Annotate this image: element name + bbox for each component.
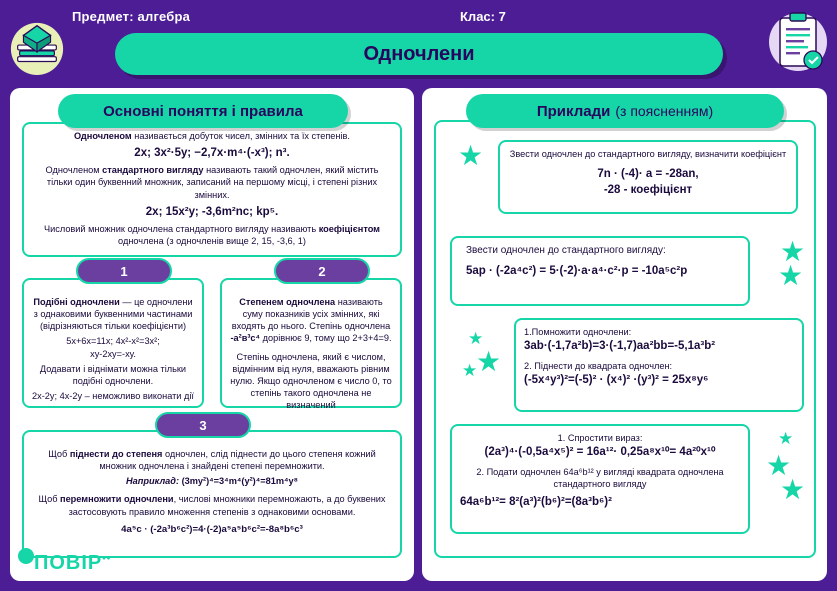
definition-box <box>22 122 402 257</box>
definition-line-1-rest: називається добуток чисел, змінних та їх степенів. <box>131 131 350 141</box>
like-terms-text-1: — це одночлени з однаковими буквенними частинами (відрізняються тільки коефіцієнти) <box>33 297 193 332</box>
definition-term-1: Одночленом <box>74 131 132 141</box>
power-line-1 <box>32 438 392 472</box>
degree-text-1: називають суму показників усіх змінних, які входять до нього. Степінь одночлена <box>231 297 391 332</box>
example-3-line-3: 2. Піднести до квадрата одночлен: <box>524 361 673 372</box>
star-icon: ★ <box>778 429 794 448</box>
power-line-2-c: , числові множники перемножають, а до буквених застосовують правило множення степенів з однаковими основами. <box>68 494 386 517</box>
definition-line-1 <box>32 130 392 142</box>
star-icon: ★ <box>778 260 804 291</box>
degree-box <box>220 278 402 411</box>
power-rules-box <box>22 430 402 558</box>
example-2-solution: 5ap · (-2a⁴c²) = 5·(-2)·a·a⁴·c²·p = -10a⁵c²p <box>466 265 688 278</box>
power-example <box>32 475 392 487</box>
degree-text-3: Степінь одночлена, який є числом, відмінним від нуля, вважають рівним нулю. Якщо одночленом є число 0, то степінь такого одночлена не визначений <box>230 351 392 411</box>
definition-line-2-a: Одночленом <box>45 165 100 176</box>
definition-formula-1: 2х; 3х²·5у; −2,7х·m⁴·(-х³); n³. <box>134 147 290 160</box>
power-line-1-a: Щоб <box>48 449 70 459</box>
definition-line-2-b: стандартного вигляду <box>99 165 204 176</box>
power-line-2-b: перемножити одночлени <box>60 494 174 505</box>
like-terms-examples-1: 5х+6х=11х; 4х²-х²=3х²; <box>66 336 160 347</box>
page-title-text: Одночлени <box>363 42 475 65</box>
example-4-line-4: 64a⁶b¹²= 8²(a³)²(b⁶)²=(8a³b⁶)² <box>460 495 612 508</box>
example-1-box <box>498 140 798 214</box>
degree-title: Степенем одночлена <box>239 297 336 307</box>
right-section-title-strong: Приклади <box>536 102 611 120</box>
page-title <box>115 33 723 75</box>
star-icon: ★ <box>780 236 806 267</box>
power-line-1-c: одночлен, слід піднести до цього степеня кожний множник одночлена і знайдені степені перемножити. <box>99 449 376 472</box>
like-terms-box <box>22 278 204 408</box>
example-1-solution-2: -28 - коефіцієнт <box>603 184 693 197</box>
degree-intro <box>230 286 392 345</box>
example-3-line-2: 3ab·(-1,7a²b)=3·(-1,7)aa²bb=-5,1a³b² <box>524 340 716 353</box>
degree-text-2: дорівнює 9, тому що 2+3+4=9. <box>260 333 392 344</box>
power-formula: 4а⁵с · (-2а³b⁶с²)=4·(-2)а⁵а⁵b⁶с²=-8а⁸b⁶с³ <box>121 523 303 535</box>
definition-line-3-b: коефіцієнтом <box>318 223 380 234</box>
example-4-box <box>450 424 750 534</box>
badge-2: 2 <box>274 258 370 284</box>
definition-formula-2: 2х; 15х²у; -3,6m²nc; kр⁵. <box>145 205 279 218</box>
definition-line-3-c: одночлена (з одночленів вище 2, 15, -3,6, 1) <box>118 235 306 246</box>
logo-dots: •• <box>102 553 112 565</box>
like-terms-text-3: 2х-2у; 4х-2у – неможливо виконати дії <box>32 390 194 401</box>
logo-mark-icon <box>18 548 34 564</box>
example-4-line-2: (2a³)⁴·(-0,5a⁴x⁵)² = 16a¹²· 0,25a⁸x¹⁰= 4a²⁰x¹⁰ <box>484 446 716 459</box>
like-terms-examples-2: ху-2ху=-ху. <box>90 348 136 359</box>
logo <box>34 552 111 575</box>
example-2-task: Звести одночлен до стандартного вигляду: <box>466 245 666 256</box>
example-3-line-4: (-5x⁴y³)²=(-5)² · (x⁴)² ·(y³)² = 25x⁸y⁶ <box>524 374 709 387</box>
example-3-line-1: 1.Помножити одночлени: <box>524 327 632 337</box>
definition-line-3-a: Числовий множник одночлена стандартного вигляду називають <box>44 223 319 234</box>
logo-text: ПОВІР <box>34 552 103 574</box>
degree-formula: -а²в³с⁴ <box>230 333 261 344</box>
star-icon: ★ <box>476 346 502 377</box>
definition-line-2-c: називають такий одночлен, який містить тільки один буквенний множник, записаний на першому місці, і степені різних змінних. <box>46 165 379 200</box>
star-icon: ★ <box>462 361 478 380</box>
example-1-task: Звести одночлен до стандартного вигляду, визначити коефіцієнт <box>509 149 787 159</box>
like-terms-text-2: Додавати і віднімати можна тільки подібні одночлени. <box>39 363 187 386</box>
subject-label: Предмет: алгебра <box>72 9 191 24</box>
left-section-title <box>58 94 348 128</box>
power-line-2 <box>32 493 392 517</box>
example-3-box <box>514 318 804 412</box>
star-icon: ★ <box>780 474 806 505</box>
class-label: Клас: 7 <box>460 9 506 24</box>
star-icon: ★ <box>468 329 484 348</box>
left-section-title-text: Основні поняття і правила <box>103 102 303 120</box>
header-bar <box>0 0 837 88</box>
power-line-1-b: піднести до степеня <box>69 449 163 459</box>
clipboard-illustration-icon <box>767 8 829 80</box>
right-section-title-light: (з поясненням) <box>615 103 714 119</box>
example-4-line-3: 2. Подати одночлен 64a⁶b¹² у вигляді квадрата одночлена стандартного вигляду <box>476 467 724 490</box>
badge-3: 3 <box>155 412 251 438</box>
power-example-label: Наприклад: <box>125 476 180 487</box>
like-terms-title: Подібні одночлени <box>33 297 120 307</box>
example-2-box <box>450 236 750 306</box>
power-line-2-a: Щоб <box>38 494 61 505</box>
star-icon: ★ <box>766 450 792 481</box>
like-terms-intro <box>32 286 194 332</box>
definition-line-2 <box>32 164 392 200</box>
right-section-title <box>466 94 784 128</box>
example-1-solution-1: 7n · (-4)· a = -28an, <box>597 168 699 181</box>
books-illustration-icon <box>8 18 66 76</box>
power-example-formula: (3mу²)⁴=3⁴m⁴(у²)⁴=81m⁴у⁸ <box>179 476 298 487</box>
star-icon: ★ <box>458 140 484 171</box>
badge-1: 1 <box>76 258 172 284</box>
definition-line-3 <box>32 223 392 247</box>
example-4-line-1: 1. Спростити вираз: <box>557 433 643 443</box>
